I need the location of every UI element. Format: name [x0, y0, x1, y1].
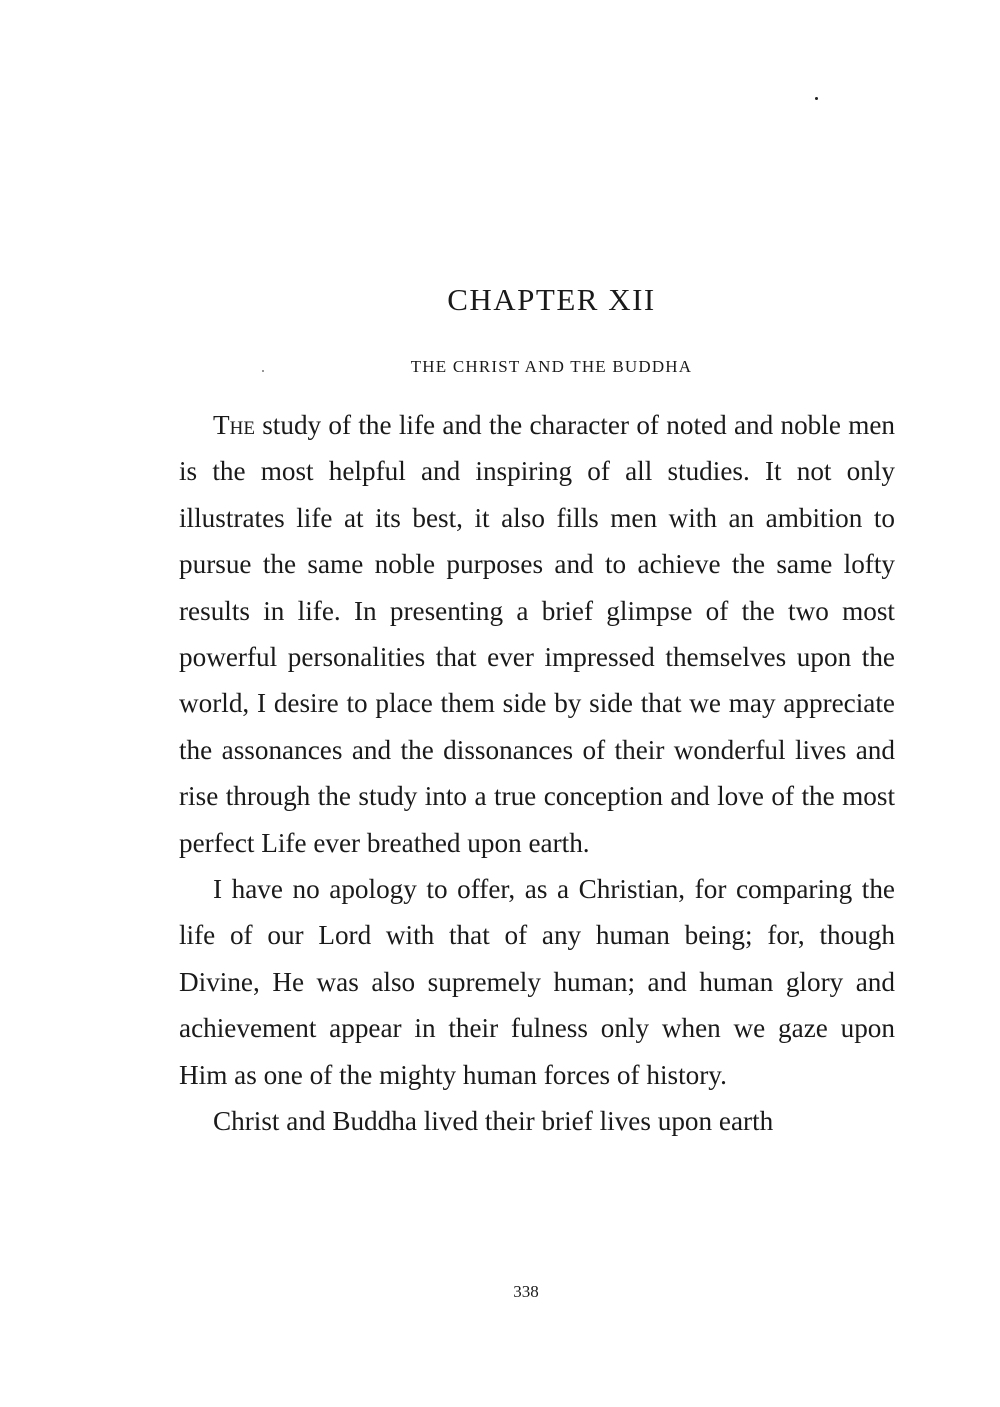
chapter-title: THE CHRIST AND THE BUDDHA: [410, 357, 693, 376]
chapter-number-heading: CHAPTER XII: [447, 282, 656, 317]
paragraph-text: study of the life and the character of noted and noble men is the most helpful and inspiring of all studies. It not only illustrates life at its best, it also fills men with an ambition to pursue the same noble purposes and to achieve the same lofty results in life. In presenting a brief glimpse of the two most powerful personalities that ever impressed themselves upon the world, I desire to place them side by side that we may appreciate the assonances and the dissonances of their wonderful lives and rise through the study into a true conception and love of the most perfect Life ever breathed upon earth.: [179, 410, 895, 858]
paragraph: Christ and Buddha lived their brief lives upon earth: [213, 1106, 774, 1137]
paragraph-lead-word: The: [213, 410, 255, 440]
print-speck: [815, 97, 818, 100]
body-text: [179, 402, 895, 1145]
page-number: 338: [513, 1282, 539, 1301]
paragraph: [179, 402, 895, 866]
paragraph: I have no apology to offer, as a Christian, for comparing the life of our Lord with that of any human being; for, though Divine, He was also supremely human; and human glory and achievement appear in their fulness only when we gaze upon Him as one of the mighty human forces of history.: [179, 874, 895, 1090]
